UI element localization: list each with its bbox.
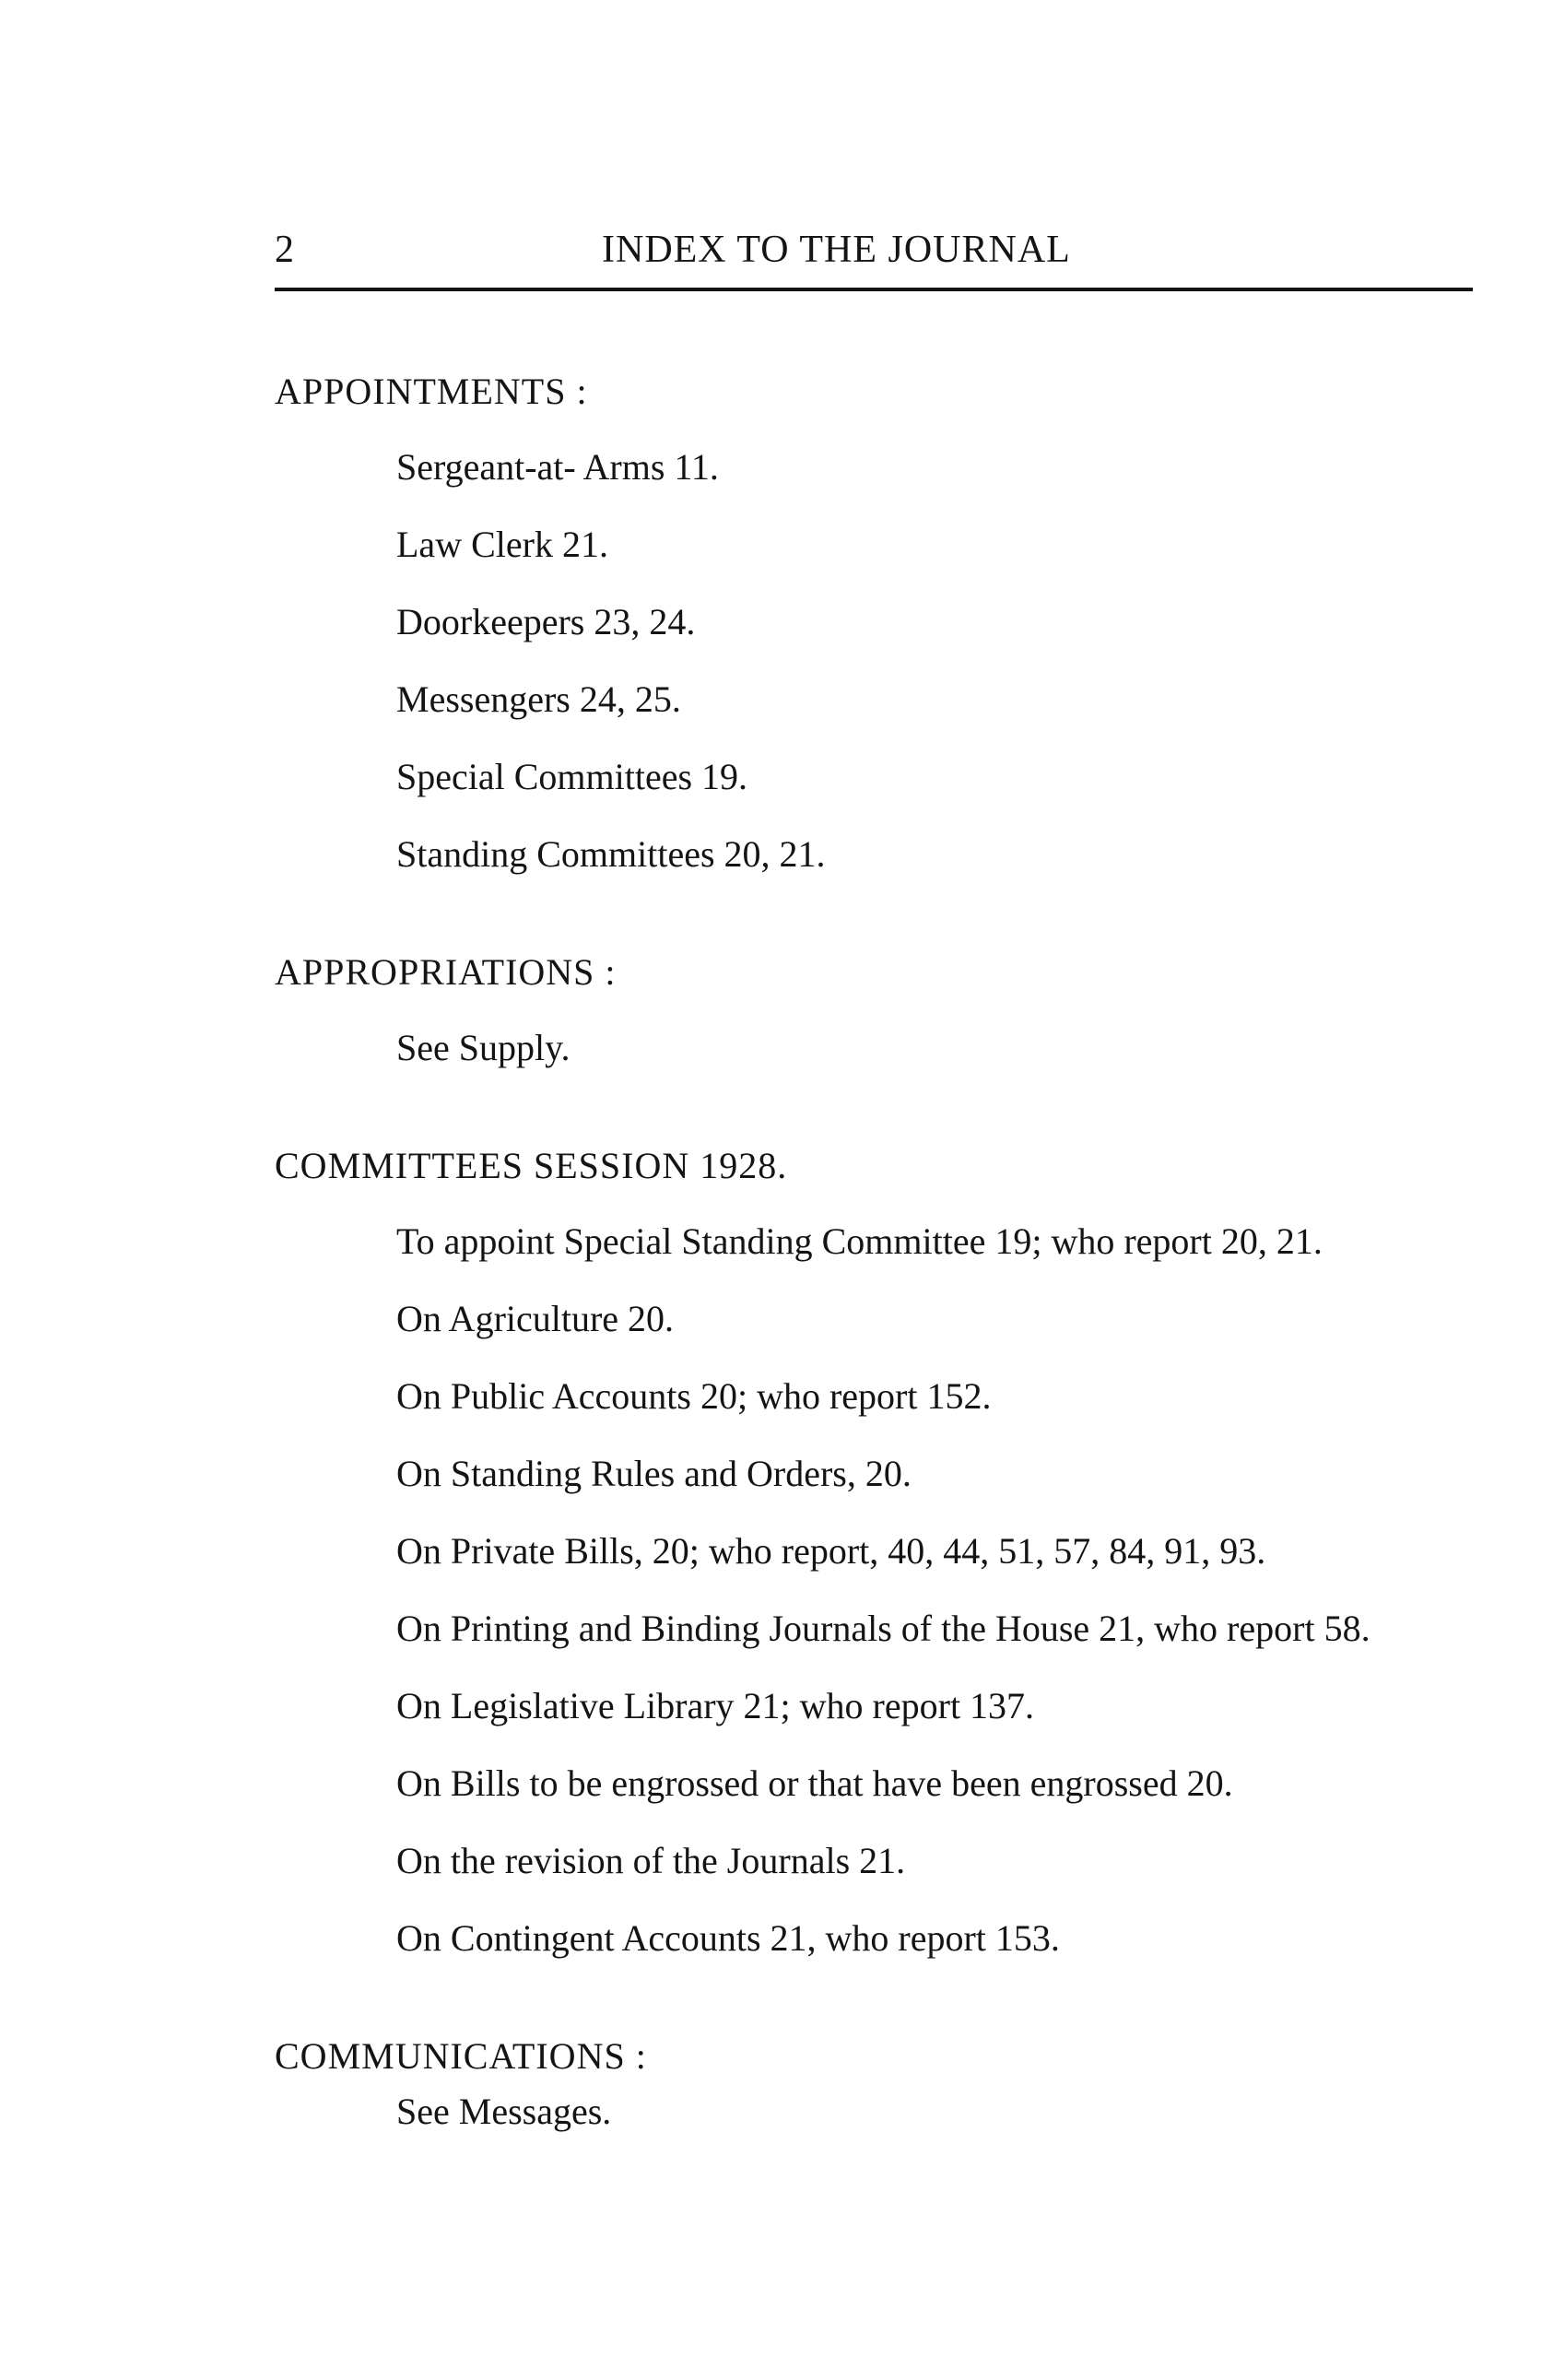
section-heading: COMMUNICATIONS : bbox=[275, 2035, 647, 2077]
entry-list bbox=[275, 2084, 1491, 2139]
index-entry: On Contingent Accounts 21, who report 153. bbox=[396, 1917, 1060, 1959]
index-entry: On Public Accounts 20; who report 152. bbox=[396, 1375, 992, 1417]
index-entry: Doorkeepers 23, 24. bbox=[396, 601, 696, 642]
index-entry: Law Clerk 21. bbox=[396, 524, 608, 565]
header-rule bbox=[275, 288, 1473, 291]
index-entry: On Bills to be engrossed or that have been engrossed 20. bbox=[396, 1762, 1233, 1804]
section-committees bbox=[275, 1138, 1491, 1966]
running-head: INDEX TO THE JOURNAL bbox=[602, 229, 1071, 271]
entry-list bbox=[275, 1020, 1491, 1076]
section-appointments bbox=[275, 364, 1491, 882]
index-content bbox=[275, 364, 1491, 2162]
page-header bbox=[275, 218, 1473, 282]
index-entry: See Messages. bbox=[396, 2091, 612, 2132]
index-entry: On Standing Rules and Orders, 20. bbox=[396, 1453, 912, 1494]
section-communications bbox=[275, 2029, 1491, 2139]
index-entry: See Supply. bbox=[396, 1027, 571, 1068]
section-heading: APPOINTMENTS : bbox=[275, 371, 588, 412]
entry-list bbox=[275, 440, 1491, 882]
index-entry: On Private Bills, 20; who report, 40, 44, 51, 57, 84, 91, 93. bbox=[396, 1530, 1266, 1572]
index-entry: Messengers 24, 25. bbox=[396, 678, 681, 720]
section-heading: APPROPRIATIONS : bbox=[275, 951, 617, 993]
index-entry: On Agriculture 20. bbox=[396, 1298, 675, 1339]
entry-list bbox=[275, 1214, 1491, 1966]
index-entry: Sergeant-at- Arms 11. bbox=[396, 446, 719, 488]
index-entry: On Legislative Library 21; who report 137. bbox=[396, 1685, 1035, 1726]
index-entry: Special Committees 19. bbox=[396, 756, 748, 797]
section-heading: COMMITTEES SESSION 1928. bbox=[275, 1145, 788, 1186]
index-entry: On Printing and Binding Journals of the House 21, who report 58. bbox=[396, 1608, 1370, 1649]
index-entry: On the revision of the Journals 21. bbox=[396, 1840, 906, 1881]
page-number: 2 bbox=[275, 229, 294, 271]
section-appropriations bbox=[275, 945, 1491, 1076]
index-entry: Standing Committees 20, 21. bbox=[396, 833, 826, 875]
index-entry: To appoint Special Standing Committee 19; who report 20, 21. bbox=[396, 1220, 1323, 1262]
